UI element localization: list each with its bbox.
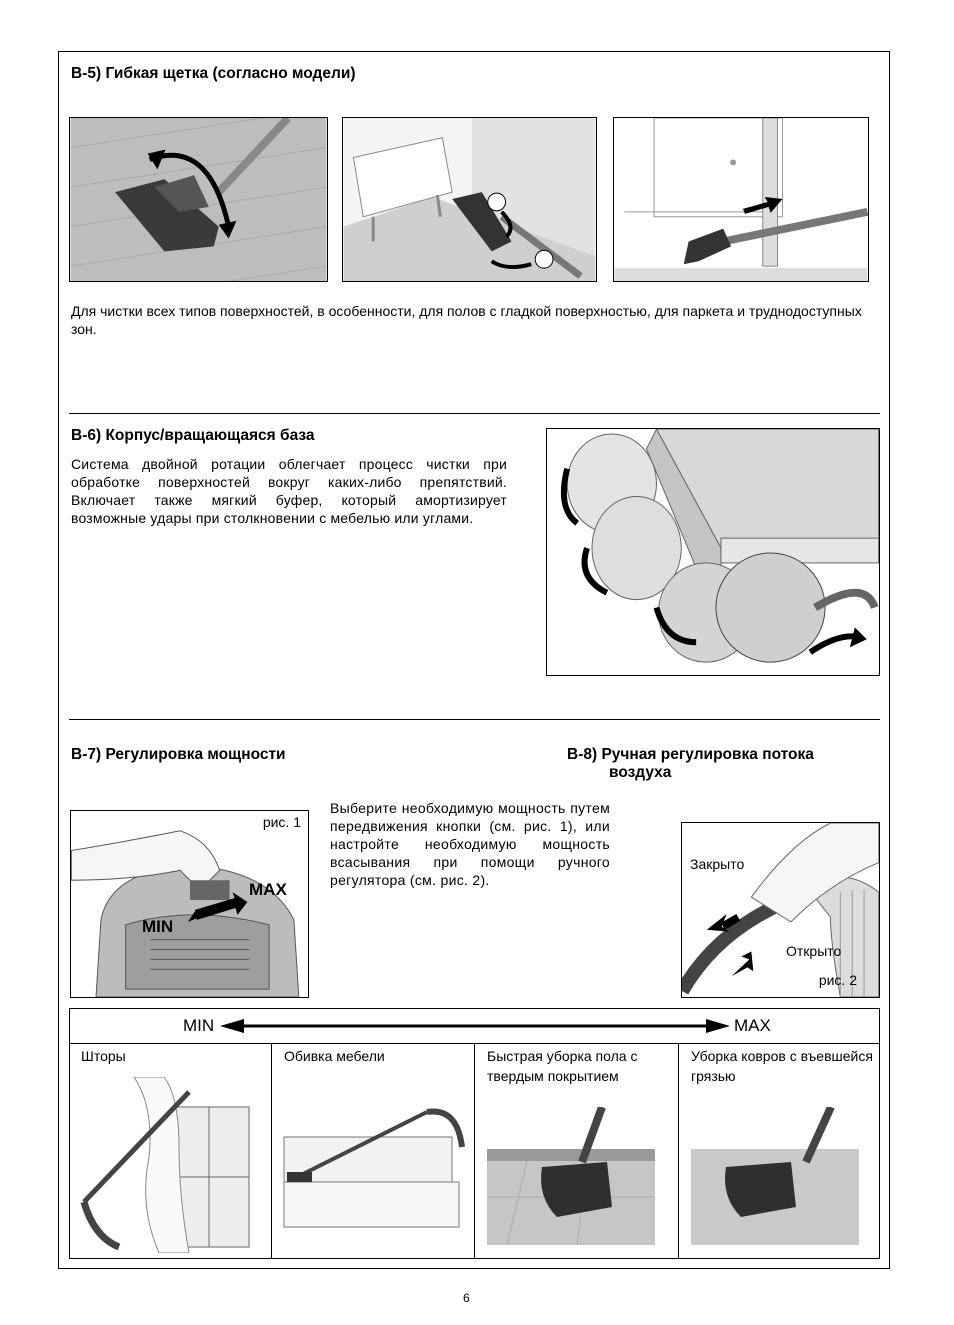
scale-cell-carpet [679, 1043, 880, 1259]
b5-under-furniture-image [342, 117, 597, 282]
b8-heading-line1: B-8) Ручная регулировка потока [567, 746, 814, 763]
carpet-image [691, 1107, 859, 1245]
b6-text: Система двойной ротации облегчает процесс чистки при обработке поверхностей вокруг каких-либо препятствий. Включает также мягкий буфер, который амортизирует возможные удары при столкновении с мебелью или углами. [71, 456, 507, 526]
b6-rotating-base-image [546, 428, 880, 676]
page-number: 6 [463, 1291, 470, 1305]
scale-cell-upholstery [272, 1043, 475, 1259]
scale-max-label: MAX [734, 1016, 771, 1035]
b5-floor-brush-image [69, 117, 328, 282]
b6-divider [69, 413, 880, 414]
scale-arrow [220, 1018, 730, 1034]
b5-text: Для чистки всех типов поверхностей, в особенности, для полов с гладкой поверхностью, для паркета и труднодоступных зон. [71, 303, 862, 337]
upholstery-image [282, 1087, 467, 1237]
scale-cell-label: Шторы [81, 1048, 126, 1064]
scale-cell-label: Быстрая уборка пола с твердым покрытием [487, 1048, 638, 1084]
fig2-closed-label: Закрыто [690, 856, 745, 872]
fig1-min-label: MIN [142, 917, 174, 936]
b7-heading: B-7) Регулировка мощности [71, 746, 286, 763]
curtains-image [79, 1077, 259, 1253]
b8-heading-line2: воздуха [609, 764, 672, 781]
fig2-air-regulator-image [681, 822, 880, 998]
b8-heading [567, 746, 814, 782]
scale-min-label: MIN [183, 1016, 215, 1035]
scale-cell-hard-floor [475, 1043, 679, 1259]
scale-cell-label: Обивка мебели [284, 1048, 385, 1064]
b5-corner-cleaning-image [613, 117, 869, 282]
fig2-caption: рис. 2 [818, 972, 857, 988]
fig2-open-label: Открыто [786, 943, 842, 959]
b7-text: Выберите необходимую мощность путем передвижения кнопки (см. рис. 1), или настройте необходимую мощность всасывания при помощи ручного регулятора (см. рис. 2). [330, 800, 610, 888]
fig1-power-slider-image [70, 810, 309, 998]
b7-divider [69, 719, 880, 720]
fig1-caption: рис. 1 [262, 814, 301, 830]
hard-floor-image [487, 1107, 655, 1245]
b5-heading: B-5) Гибкая щетка (согласно модели) [71, 65, 356, 82]
scale-cell-label: Уборка ковров с въевшейся грязью [691, 1048, 873, 1084]
scale-cell-curtains [69, 1043, 272, 1259]
b6-heading: B-6) Корпус/вращающаяся база [71, 427, 315, 444]
fig1-max-label: MAX [249, 880, 287, 899]
